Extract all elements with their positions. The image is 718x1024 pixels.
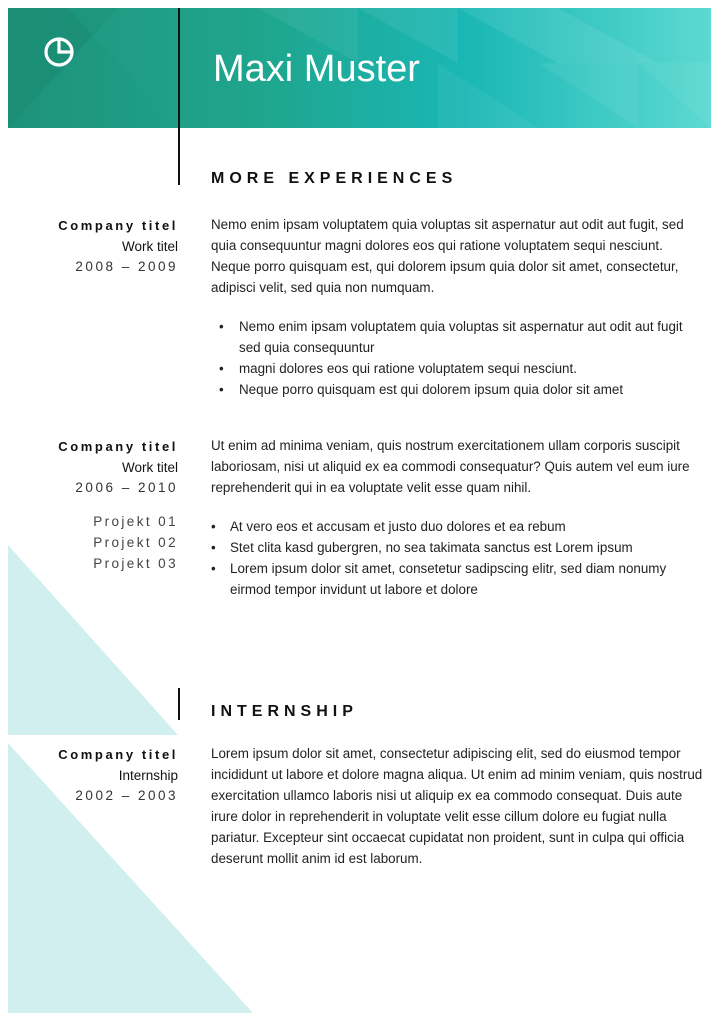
work-title: Internship [118,768,178,783]
list-item: • Stet clita kasd gubergren, no sea takimata sanctus est Lorem ipsum [211,537,703,558]
entry-body [211,214,703,400]
header-banner [8,8,711,128]
project-item: Projekt 02 [93,535,178,550]
project-item: Projekt 01 [93,514,178,529]
entry-body [211,435,703,600]
list-item: • magni dolores eos qui ratione voluptatem sequi nesciunt. [211,358,703,379]
vertical-divider [178,8,180,185]
entry-paragraph: Ut enim ad minima veniam, quis nostrum exercitationem ullam corporis suscipit laboriosam, nisi ut aliquid ex ea commodi consequatur? Quis autem vel eum iure reprehenderit qui in ea voluptate velit esse quam nihil. [211,438,690,495]
pie-chart-icon [42,35,76,69]
list-item: • Nemo enim ipsam voluptatem quia voluptas sit aspernatur aut odit aut fugit sed quia consequuntur [211,316,703,358]
section-title-more-experiences: MORE EXPERIENCES [211,170,458,187]
years: 2006 – 2010 [75,480,178,495]
entry-meta [58,439,178,574]
entry-paragraph: Lorem ipsum dolor sit amet, consectetur adipiscing elit, sed do eiusmod tempor incididunt ut labore et dolore magna aliqua. Ut enim ad minim veniam, quis nostrud exercitation ullamco laboris nisi ut aliquip ex ea commodo consequat. Duis aute irure dolor in reprehenderit in voluptate velit esse cillum dolore eu fugiat nulla pariatur. Excepteur sint occaecat cupidatat non proident, sunt in culpa qui officia deserunt mollit anim id est laborum. [211,746,703,866]
list-item: • At vero eos et accusam et justo duo dolores et ea rebum [211,516,703,537]
entry-body [211,743,703,869]
work-title: Work titel [121,239,178,254]
entry-meta [58,218,178,274]
bullet-list [211,316,703,400]
person-name: Maxi Muster [213,48,420,90]
company-title: Company titel [58,218,178,233]
bullet-list [211,516,703,600]
work-title: Work titel [121,460,178,475]
list-item: • Neque porro quisquam est qui dolorem ipsum quia dolor sit amet [211,379,703,400]
project-item: Projekt 03 [93,556,178,571]
section-title-internship: INTERNSHIP [211,703,358,720]
project-list [58,511,178,574]
entry-paragraph: Nemo enim ipsam voluptatem quia voluptas sit aspernatur aut odit aut fugit, sed quia consequuntur magni dolores eos qui ratione voluptatem sequi nesciunt. Neque porro quisquam est, qui dolorem ipsum quia dolor sit amet, consectetur, adipisci velit, sed quia non numquam. [211,217,684,295]
company-title: Company titel [58,439,178,454]
list-item: • Lorem ipsum dolor sit amet, consetetur sadipscing elitr, sed diam nonumy eirmod tempor invidunt ut labore et dolore [211,558,703,600]
company-title: Company titel [58,747,178,762]
vertical-divider [178,688,180,720]
entry-meta [58,747,178,803]
years: 2002 – 2003 [75,788,178,803]
years: 2008 – 2009 [75,259,178,274]
